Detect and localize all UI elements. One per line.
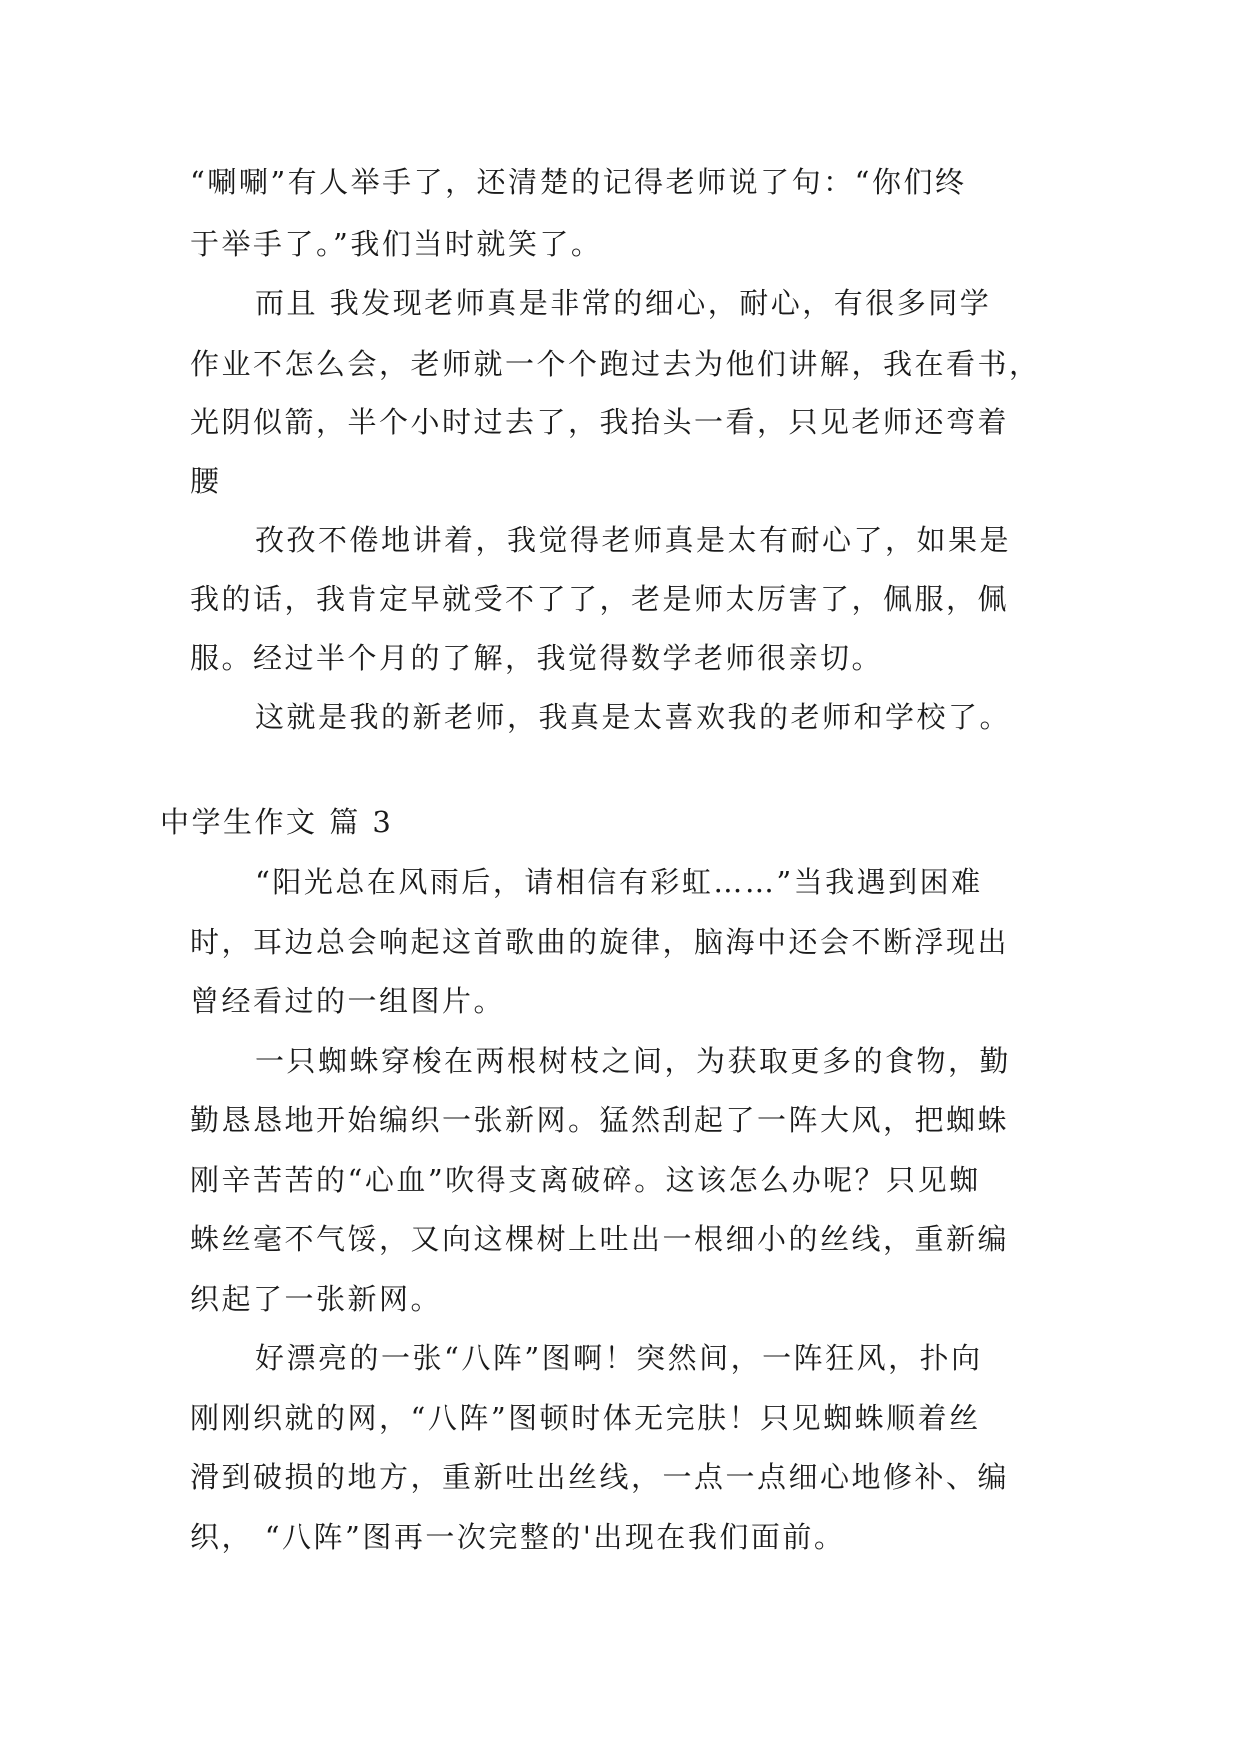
text-line: 作业不怎么会，老师就一个个跑过去为他们讲解，我在看书，: [190, 347, 1041, 381]
text-line: 刚刚织就的网，“八阵”图顿时体无完肤！只见蜘蛛顺着丝: [190, 1401, 981, 1435]
text-line: 于举手了。”我们当时就笑了。: [190, 227, 603, 261]
text-line: 勤恳恳地开始编织一张新网。猛然刮起了一阵大风，把蜘蛛: [190, 1103, 1010, 1137]
text-line: 织起了一张新网。: [190, 1282, 443, 1316]
text-line: 曾经看过的一组图片。: [190, 984, 506, 1018]
paragraph-start: “阳光总在风雨后，请相信有彩虹……”当我遇到困难: [255, 865, 983, 899]
text-line: 滑到破损的地方，重新吐出丝线，一点一点细心地修补、编: [190, 1460, 1010, 1494]
text-line: 我的话，我肯定早就受不了了，老是师太厉害了，佩服，佩: [190, 582, 1010, 616]
text-line: 光阴似箭，半个小时过去了，我抬头一看，只见老师还弯着: [190, 405, 1010, 439]
section-heading: 中学生作文 篇 3: [160, 805, 394, 839]
paragraph-start: 一只蜘蛛穿梭在两根树枝之间，为获取更多的食物，勤: [255, 1044, 1012, 1078]
text-line: 腰: [190, 464, 222, 498]
text-line: 时，耳边总会响起这首歌曲的旋律，脑海中还会不断浮现出: [190, 925, 1010, 959]
text-line: 蛛丝毫不气馁，又向这棵树上吐出一根细小的丝线，重新编: [190, 1222, 1010, 1256]
paragraph-start: 好漂亮的一张“八阵”图啊！突然间，一阵狂风，扑向: [255, 1341, 983, 1375]
text-line: “唰唰”有人举手了，还清楚的记得老师说了句：“你们终: [190, 165, 967, 199]
text-line: 刚辛苦苦的“心血”吹得支离破碎。这该怎么办呢？只见蜘: [190, 1163, 981, 1197]
paragraph-start: 孜孜不倦地讲着，我觉得老师真是太有耐心了，如果是: [255, 523, 1012, 557]
text-line: 服。经过半个月的了解，我觉得数学老师很亲切。: [190, 641, 884, 675]
text-line: 织， “八阵”图再一次完整的'出现在我们面前。: [190, 1520, 846, 1554]
paragraph-start: 这就是我的新老师，我真是太喜欢我的老师和学校了。: [255, 700, 1012, 734]
paragraph-start: 而且 我发现老师真是非常的细心，耐心，有很多同学: [255, 286, 992, 320]
